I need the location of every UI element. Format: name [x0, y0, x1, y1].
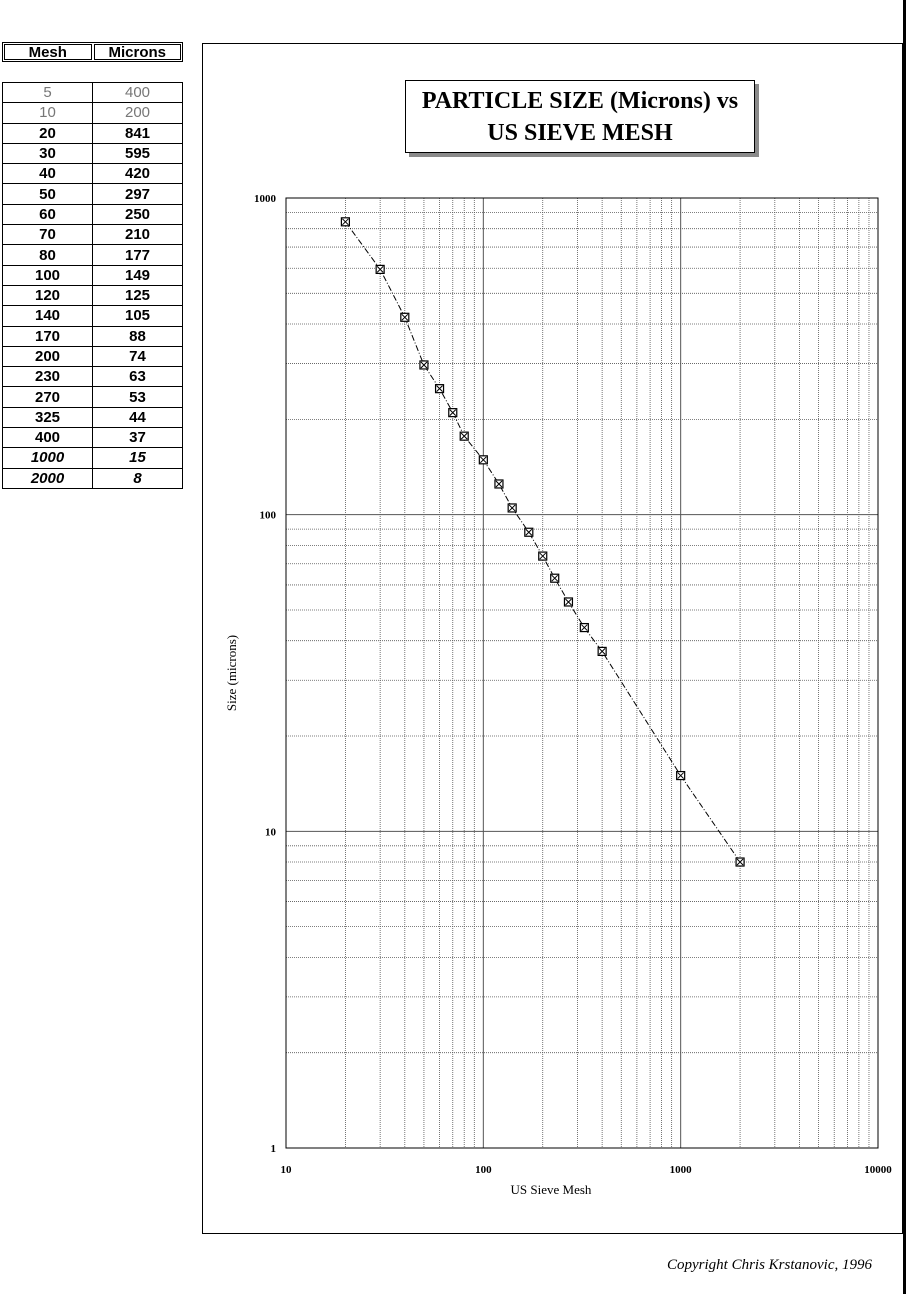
data-point-marker [598, 647, 606, 655]
x-tick-label: 10 [280, 1164, 292, 1176]
mesh-cell: 325 [3, 407, 93, 427]
copyright-text: Copyright Chris Krstanovic, 1996 [666, 1257, 872, 1273]
microns-cell: 210 [93, 225, 183, 245]
mesh-cell: 60 [3, 204, 93, 224]
x-tick-label: 1000 [669, 1164, 692, 1176]
mesh-cell: 140 [3, 306, 93, 326]
y-tick-label: 10 [265, 826, 276, 839]
microns-cell: 88 [93, 326, 183, 346]
chart-title: PARTICLE SIZE (Microns) vs US SIEVE MESH [421, 87, 739, 146]
y-axis-label: Size (microns) [224, 634, 239, 712]
data-point-marker [551, 574, 559, 582]
mesh-cell: 80 [3, 245, 93, 265]
mesh-cell: 230 [3, 367, 93, 387]
mesh-cell: 10 [3, 103, 93, 123]
data-point-marker [436, 385, 444, 393]
data-point-marker [580, 624, 588, 632]
y-tick-label: 1000 [254, 193, 276, 205]
microns-cell: 595 [93, 143, 183, 163]
mesh-header: Mesh [4, 44, 92, 60]
mesh-cell: 400 [3, 428, 93, 448]
microns-cell: 105 [93, 306, 183, 326]
data-point-marker [420, 361, 428, 369]
microns-cell: 177 [93, 245, 183, 265]
plot-border [286, 198, 878, 1148]
microns-cell: 149 [93, 265, 183, 285]
data-point-marker [495, 480, 503, 488]
grid-lines [286, 198, 878, 1148]
data-point-marker [539, 552, 547, 560]
mesh-cell: 30 [3, 143, 93, 163]
mesh-cell: 5 [3, 83, 93, 103]
data-point-marker [341, 218, 349, 226]
mesh-cell: 40 [3, 164, 93, 184]
microns-cell: 420 [93, 164, 183, 184]
microns-cell: 63 [93, 367, 183, 387]
microns-header: Microns [94, 44, 182, 60]
y-tick-label: 100 [259, 509, 276, 522]
microns-cell: 841 [93, 123, 183, 143]
data-point-marker [376, 265, 384, 273]
data-point-marker [525, 528, 533, 536]
microns-cell: 400 [93, 83, 183, 103]
microns-cell: 37 [93, 428, 183, 448]
mesh-cell: 170 [3, 326, 93, 346]
microns-cell: 15 [93, 448, 183, 468]
microns-cell: 200 [93, 103, 183, 123]
mesh-cell: 2000 [3, 468, 93, 488]
mesh-cell: 70 [3, 225, 93, 245]
data-point-marker [449, 409, 457, 417]
mesh-cell: 200 [3, 346, 93, 366]
mesh-cell: 120 [3, 285, 93, 305]
x-tick-label: 10000 [864, 1164, 892, 1176]
mesh-cell: 50 [3, 184, 93, 204]
microns-cell: 297 [93, 184, 183, 204]
mesh-cell: 270 [3, 387, 93, 407]
data-point-marker [564, 598, 572, 606]
data-point-marker [677, 772, 685, 780]
microns-cell: 53 [93, 387, 183, 407]
x-axis-label: US Sieve Mesh [510, 1182, 592, 1197]
microns-cell: 125 [93, 285, 183, 305]
microns-cell: 44 [93, 407, 183, 427]
data-point-marker [508, 504, 516, 512]
data-point-marker [736, 858, 744, 866]
mesh-cell: 100 [3, 265, 93, 285]
microns-cell: 8 [93, 468, 183, 488]
mesh-cell: 20 [3, 123, 93, 143]
data-point-marker [401, 313, 409, 321]
microns-cell: 250 [93, 204, 183, 224]
data-point-marker [460, 432, 468, 440]
mesh-cell: 1000 [3, 448, 93, 468]
tick-labels [254, 193, 892, 1176]
data-point-marker [479, 456, 487, 464]
y-tick-label: 1 [270, 1143, 276, 1155]
x-tick-label: 100 [475, 1164, 492, 1176]
microns-cell: 74 [93, 346, 183, 366]
